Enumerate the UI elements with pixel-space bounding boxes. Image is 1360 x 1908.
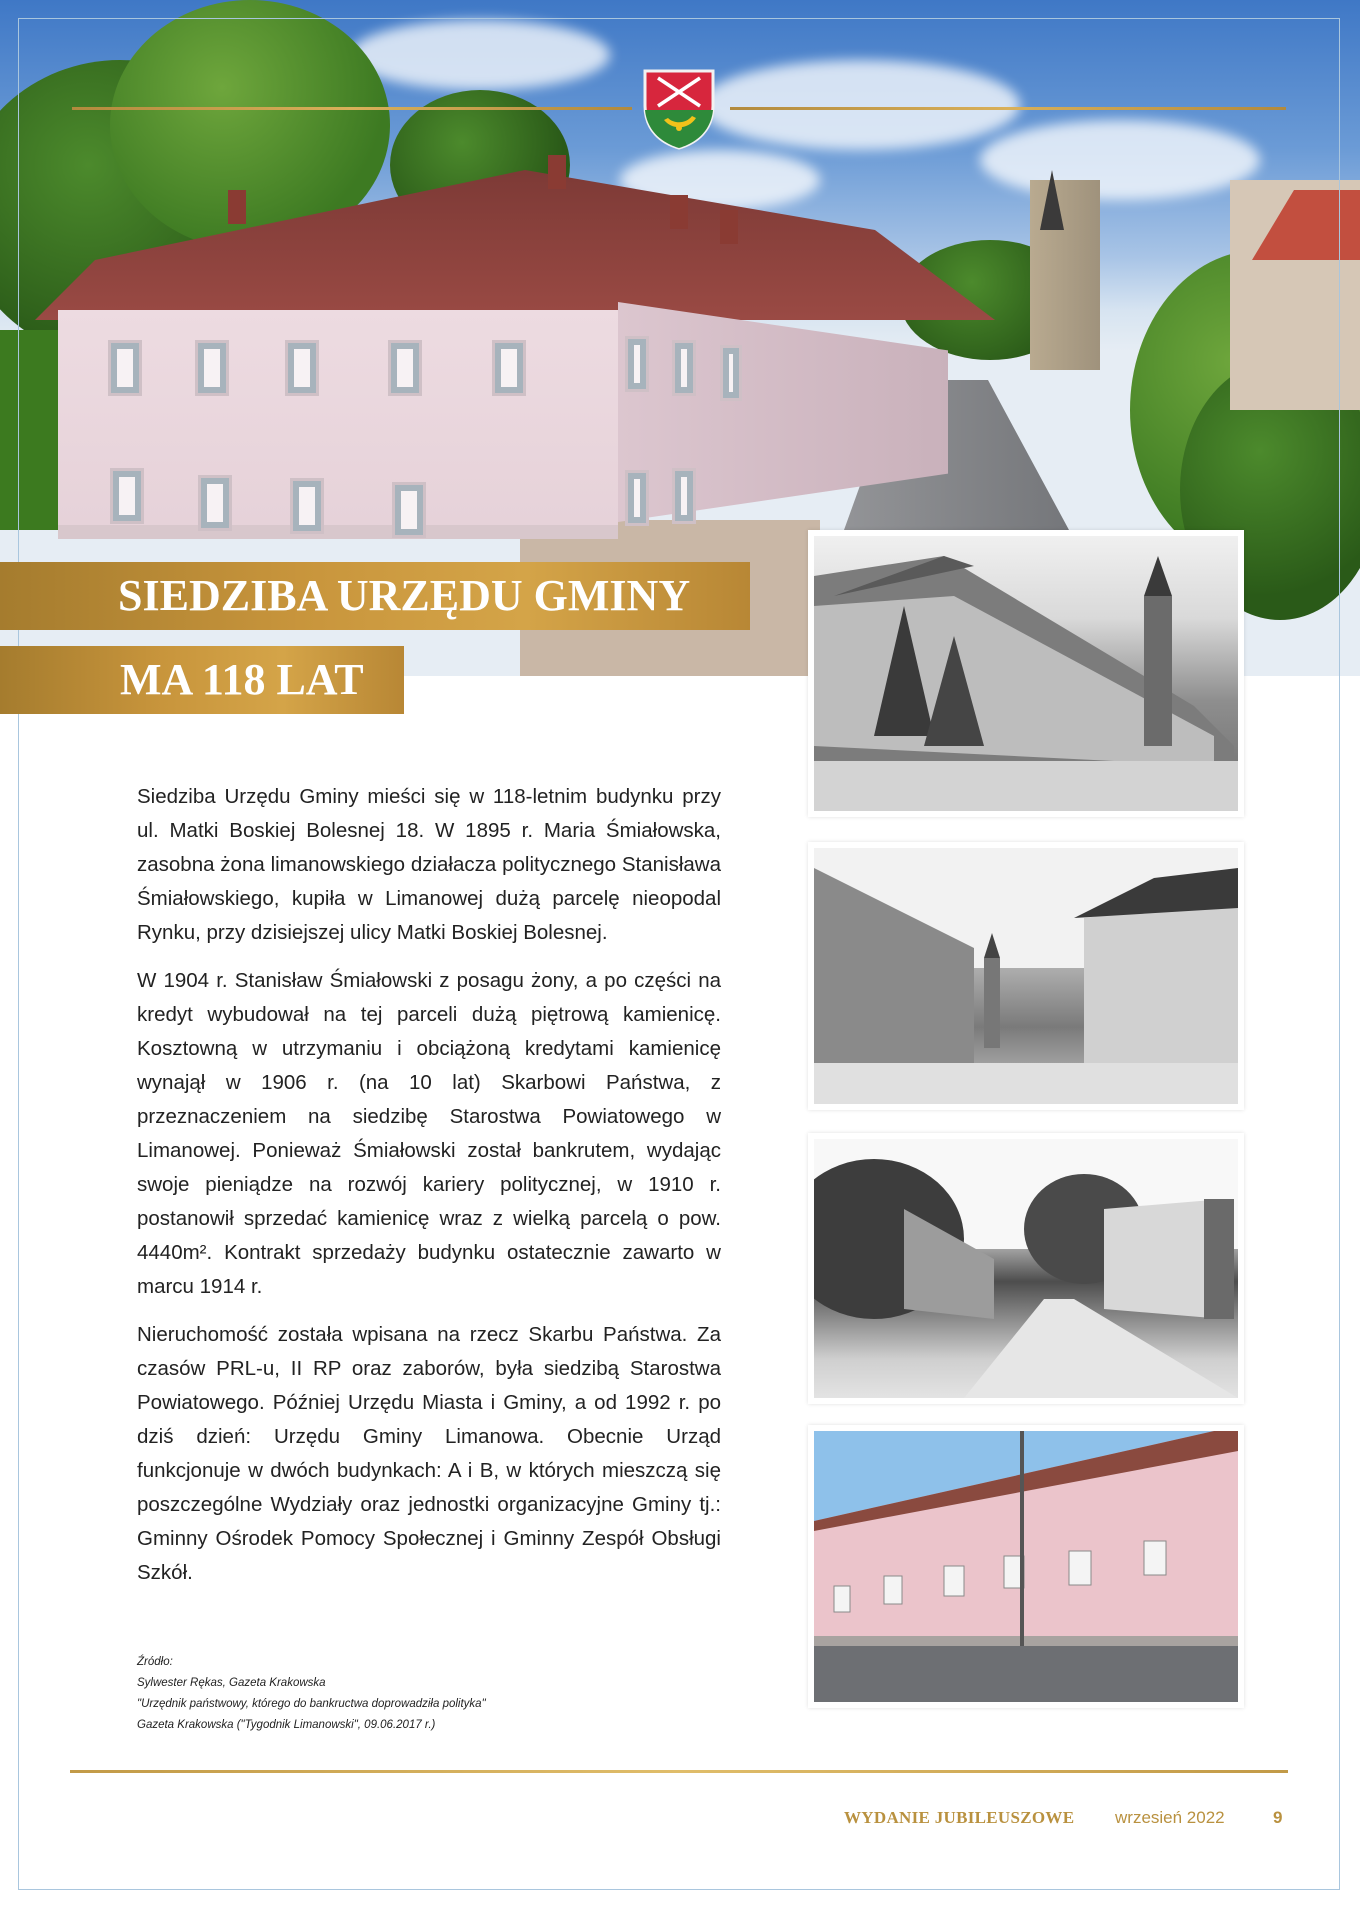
title-banner-line1 bbox=[0, 562, 750, 630]
article-paragraph-2: W 1904 r. Stanisław Śmiałowski z posagu żony, a po części na kredyt wybudował na tej parceli dużą piętrową kamienicę. Kosztowną w utrzymaniu i obciążoną kredytami kamienicę wynajął w 1906 r. (na 10 lat) Skarbowi Państwa, z przeznaczeniem na siedzibę Starostwa Powiatowego w Limanowej. Ponieważ Śmiałowski został bankrutem, wydając swoje pieniądze na rozwój kariery politycznej, w 1910 r. postanowił sprzedać kamienicę wraz z wielką parcelą o pow. 4440m². Kontrakt sprzedaży budynku ostatecznie zawarto w marcu 1914 r. bbox=[137, 969, 721, 1298]
photo-modern-color bbox=[808, 1425, 1244, 1708]
title-line2: MA 118 LAT bbox=[120, 655, 364, 704]
header-rule-left bbox=[72, 107, 632, 110]
footer-edition: WYDANIE JUBILEUSZOWE bbox=[844, 1808, 1075, 1827]
modern-photo-icon bbox=[814, 1431, 1238, 1702]
source-line-1: Sylwester Rękas, Gazeta Krakowska bbox=[137, 1677, 326, 1689]
source-label: Źródło: bbox=[137, 1656, 173, 1668]
article-body bbox=[137, 780, 721, 1604]
historic-photo-2-icon bbox=[814, 848, 1238, 1104]
page-number: 9 bbox=[1273, 1808, 1283, 1827]
historic-photo-3-icon bbox=[814, 1139, 1238, 1398]
article-paragraph-3: Nieruchomość została wpisana na rzecz Skarbu Państwa. Za czasów PRL-u, II RP oraz zaborów, była siedzibą Starostwa Powiatowego. Później Urzędu Miasta i Gminy, a od 1992 r. po dziś dzień: Urzędu Gminy Limanowa. Obecnie Urząd funkcjonuje w dwóch budynkach: A i B, w których mieszczą się poszczególne Wydziały oraz jednostki organizacyjne Gminy tj.: Gminny Ośrodek Pomocy Społecznej i Gminny Zespół Obsługi Szkół. bbox=[137, 1323, 721, 1584]
title-line1: SIEDZIBA URZĘDU GMINY bbox=[118, 571, 691, 620]
photo-historic-2 bbox=[808, 842, 1244, 1110]
source-line-3: Gazeta Krakowska ("Tygodnik Limanowski", 09.06.2017 r.) bbox=[137, 1719, 436, 1731]
title-banner-line2 bbox=[0, 646, 404, 714]
footer-rule bbox=[70, 1770, 1288, 1773]
source-line-2: "Urzędnik państwowy, którego do bankructwa doprowadziła polityka" bbox=[137, 1698, 486, 1710]
article-paragraph-1: Siedziba Urzędu Gminy mieści się w 118-letnim budynku przy ul. Matki Boskiej Bolesnej 18. W 1895 r. Maria Śmiałowska, zasobna żona limanowskiego działacza politycznego Stanisława Śmiałowskiego, kupiła w Limanowej dużą parcelę nieopodal Rynku, przy dzisiejszej ulicy Matki Boskiej Bolesnej. bbox=[137, 785, 721, 944]
photo-historic-3 bbox=[808, 1133, 1244, 1404]
coat-of-arms-icon bbox=[642, 68, 716, 150]
footer-date: wrzesień 2022 bbox=[1115, 1808, 1225, 1827]
source-note bbox=[137, 1652, 737, 1736]
historic-photo-1-icon bbox=[814, 536, 1238, 811]
photo-historic-1 bbox=[808, 530, 1244, 817]
header-rule-right bbox=[730, 107, 1286, 110]
